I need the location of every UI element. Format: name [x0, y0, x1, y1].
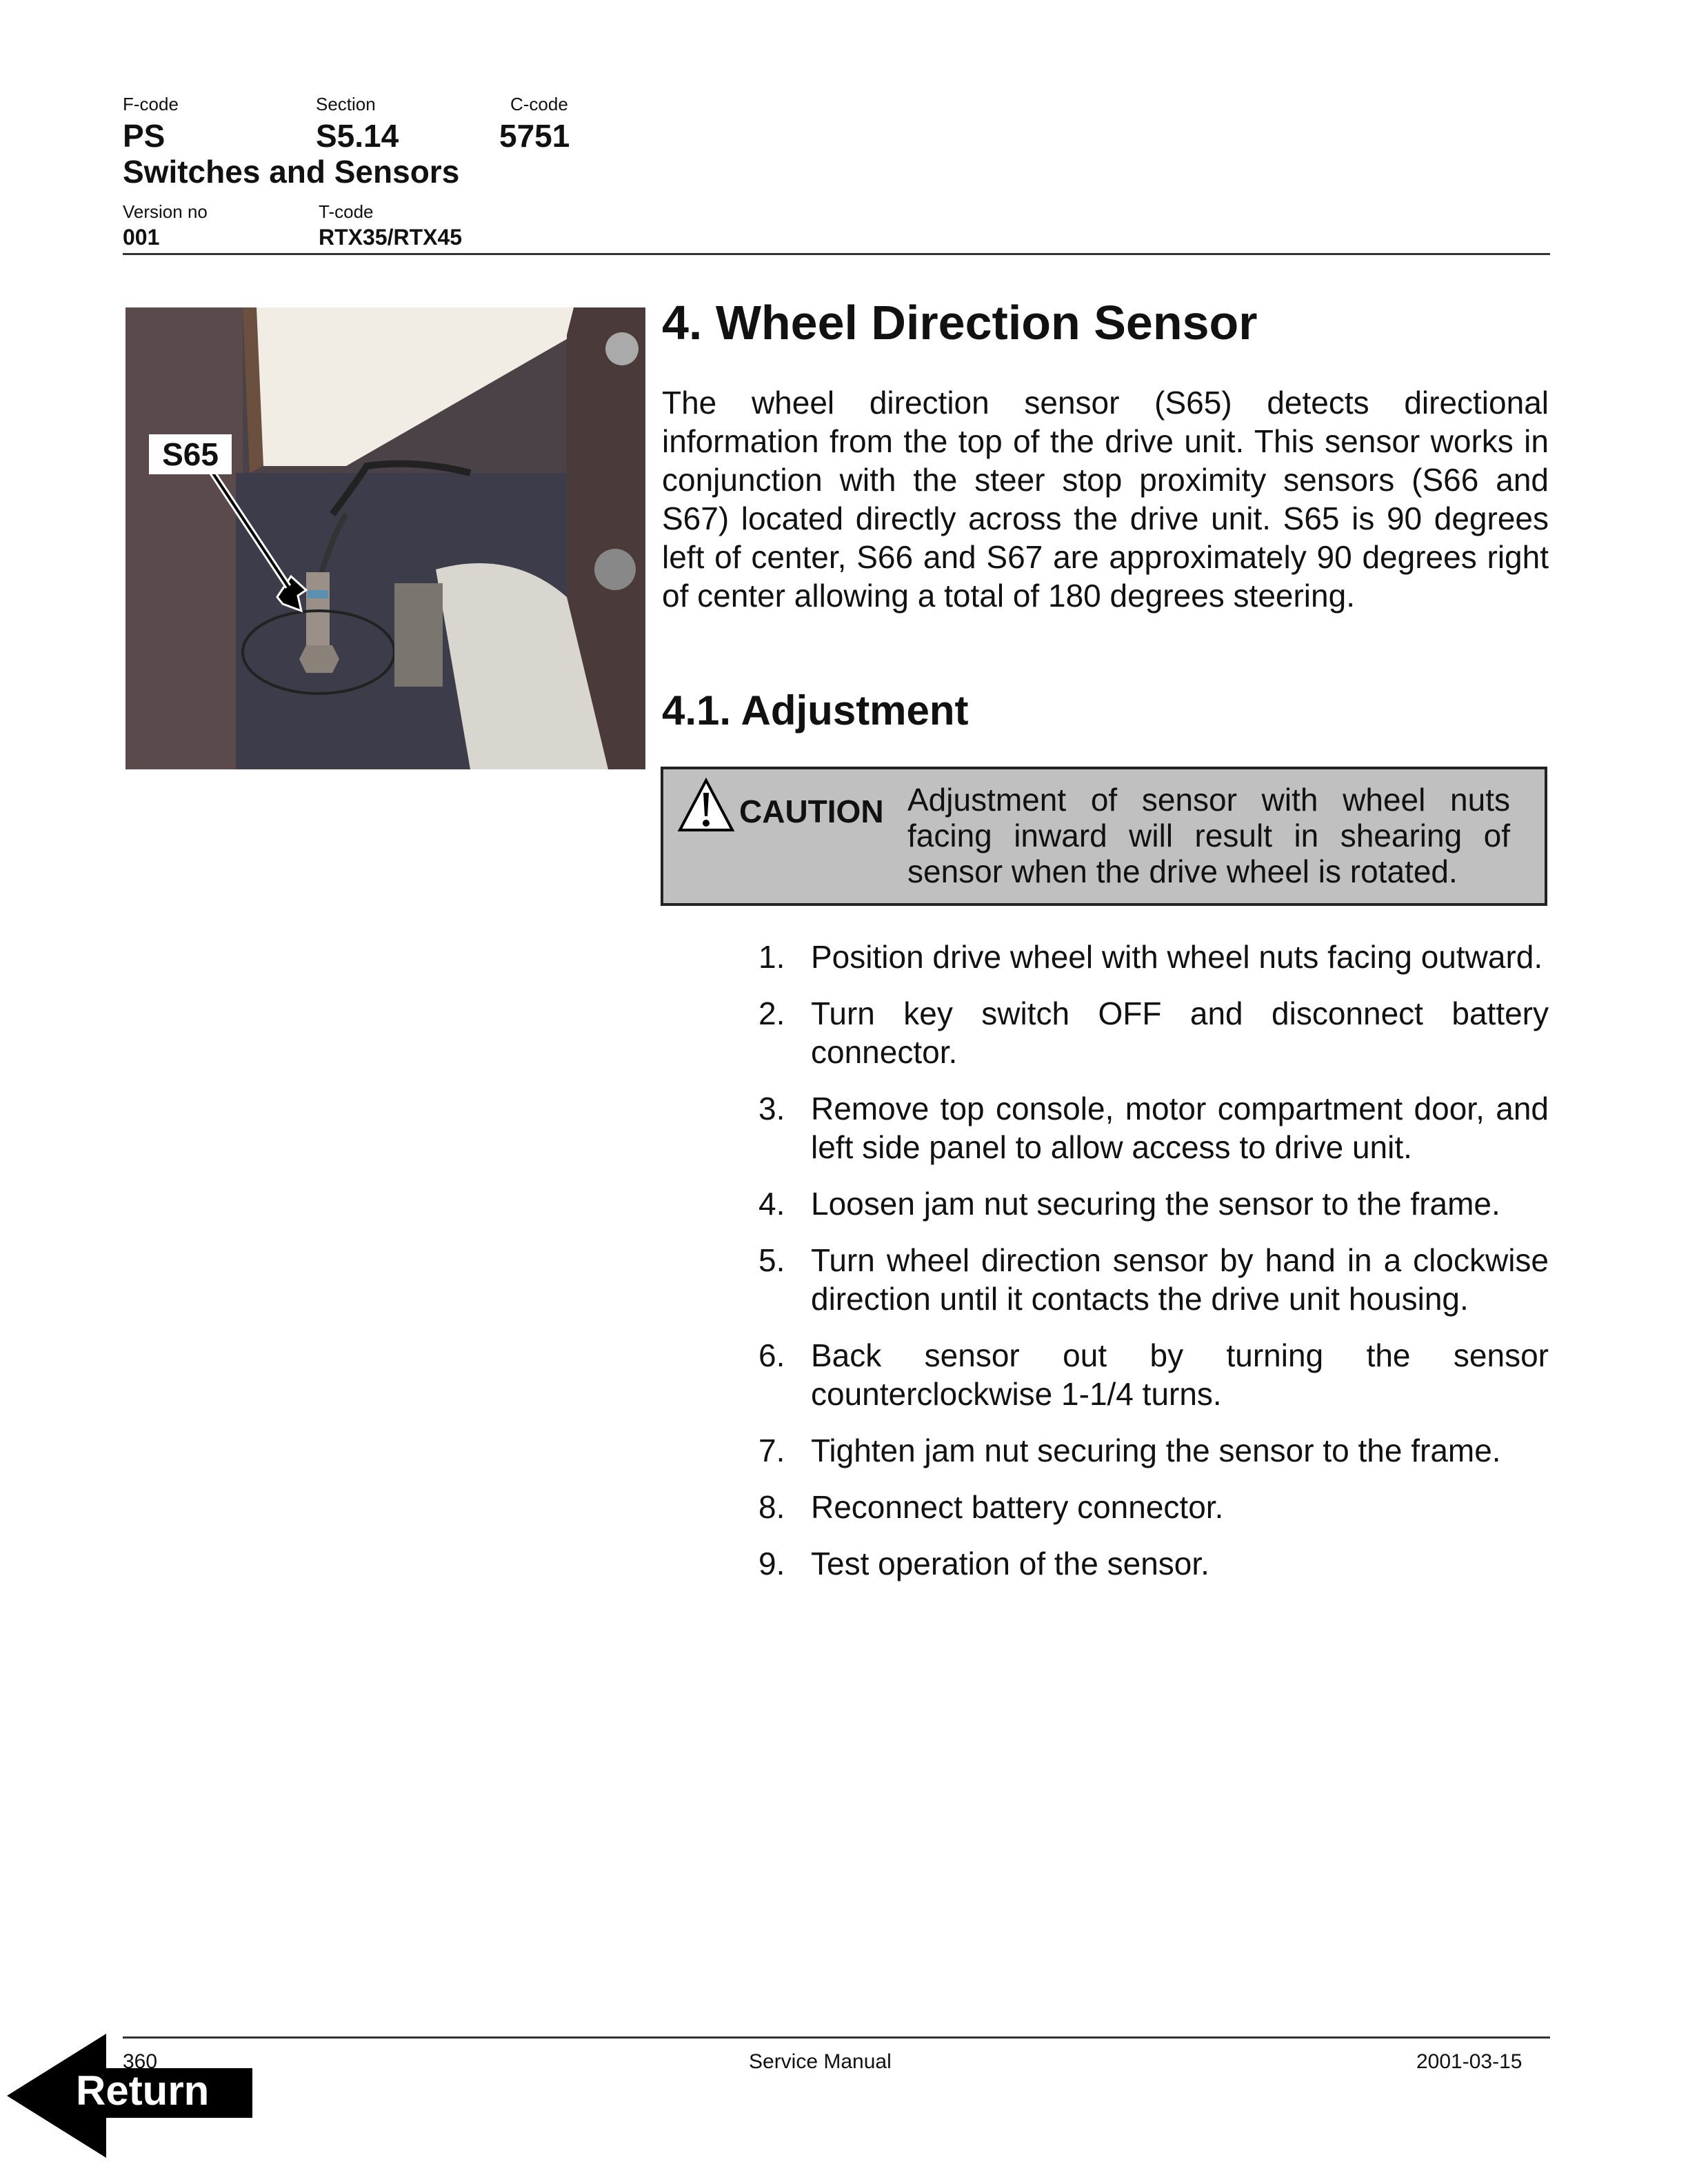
sensor-photo — [125, 307, 645, 769]
step-number: 5. — [758, 1242, 785, 1278]
ccode-label: C-code — [510, 94, 568, 114]
step-text: Back sensor out by turning the sensor counterclockwise 1-1/4 turns. — [811, 1337, 1549, 1412]
section-value: S5.14 — [316, 118, 399, 154]
caution-box — [661, 767, 1547, 906]
step-text: Tighten jam nut securing the sensor to the frame. — [811, 1433, 1501, 1468]
step-item — [758, 1089, 1549, 1166]
fcode-value: PS — [123, 118, 165, 154]
step-text: Remove top console, motor compartment door, and left side panel to allow access to drive unit. — [811, 1091, 1549, 1165]
subsection-heading: 4.1. Adjustment — [662, 687, 969, 734]
step-item — [758, 1184, 1549, 1223]
step-number: 7. — [758, 1433, 785, 1468]
step-number: 4. — [758, 1186, 785, 1222]
warning-triangle-icon — [677, 778, 735, 833]
caution-label: CAUTION — [739, 793, 884, 829]
step-item — [758, 1431, 1549, 1470]
tcode-value: RTX35/RTX45 — [319, 225, 463, 250]
header-title: Switches and Sensors — [123, 154, 460, 190]
step-text: Loosen jam nut securing the sensor to the frame. — [811, 1186, 1500, 1222]
tcode-label: T-code — [319, 201, 374, 222]
page-number: 360 — [123, 2050, 158, 2073]
step-number: 6. — [758, 1337, 785, 1373]
version-label: Version no — [123, 201, 208, 222]
step-number: 1. — [758, 939, 785, 975]
step-number: 3. — [758, 1091, 785, 1126]
return-label: Return — [76, 2067, 210, 2114]
step-text: Position drive wheel with wheel nuts facing outward. — [811, 939, 1543, 975]
footer-title: Service Manual — [749, 2050, 892, 2073]
footer-rule — [123, 2036, 1550, 2039]
step-text: Turn wheel direction sensor by hand in a clockwise direction until it contacts the drive unit housing. — [811, 1242, 1549, 1317]
return-button[interactable] — [7, 2034, 255, 2158]
step-number: 9. — [758, 1546, 785, 1581]
adjustment-steps — [758, 938, 1549, 1601]
description-paragraph: The wheel direction sensor (S65) detects directional information from the top of the drive unit. This sensor works in conjunction with the steer stop proximity sensors (S66 and S67) located directly across the drive unit. S65 is 90 degrees left of center, S66 and S67 are approximately 90 degrees right of center allowing a total of 180 degrees steering. — [662, 385, 1549, 614]
step-number: 2. — [758, 995, 785, 1031]
caution-text: Adjustment of sensor with wheel nuts facing inward will result in shearing of sensor when the drive wheel is rotated. — [907, 782, 1510, 889]
fcode-label: F-code — [123, 94, 179, 114]
version-value: 001 — [123, 225, 160, 250]
step-item — [758, 1336, 1549, 1413]
step-item — [758, 938, 1549, 976]
step-item — [758, 994, 1549, 1071]
ccode-value: 5751 — [499, 118, 570, 154]
step-text: Reconnect battery connector. — [811, 1489, 1224, 1525]
step-item — [758, 1488, 1549, 1526]
footer-date: 2001-03-15 — [1416, 2050, 1523, 2073]
step-text: Test operation of the sensor. — [811, 1546, 1209, 1581]
step-item — [758, 1544, 1549, 1583]
section-label: Section — [316, 94, 376, 114]
section-heading: 4. Wheel Direction Sensor — [662, 296, 1258, 350]
header-rule — [123, 253, 1550, 255]
step-number: 8. — [758, 1489, 785, 1525]
s65-callout: S65 — [149, 434, 232, 474]
step-item — [758, 1241, 1549, 1318]
step-text: Turn key switch OFF and disconnect battery connector. — [811, 995, 1549, 1070]
